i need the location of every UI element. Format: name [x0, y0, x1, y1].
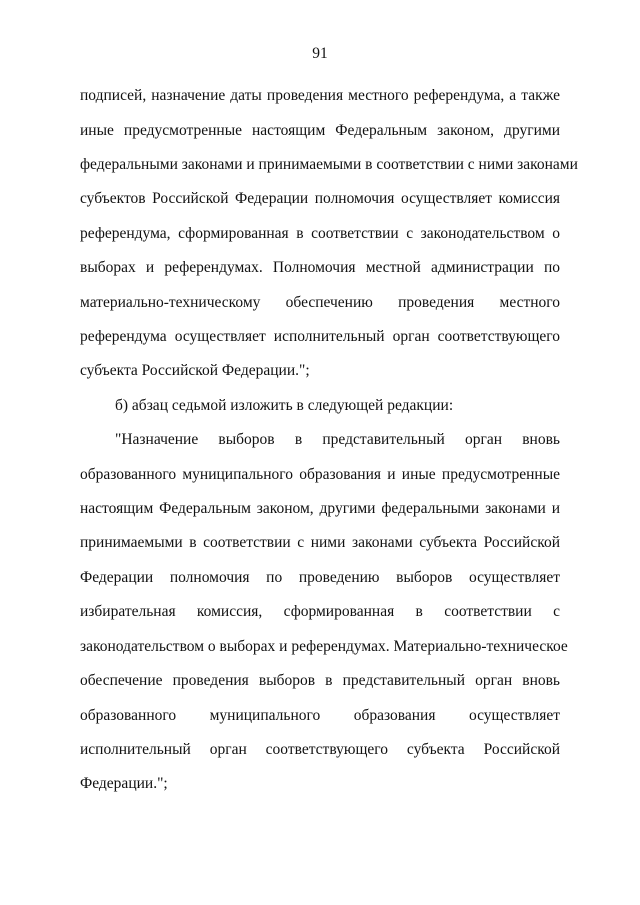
text-line: законодательством о выборах и референдумах. Материально-техническое — [80, 638, 568, 655]
text-line: подписей, назначение даты проведения местного референдума, а также — [80, 87, 560, 104]
text-line: иные предусмотренные настоящим Федеральным законом, другими — [80, 122, 560, 139]
text-line: обеспечение проведения выборов в представительный орган вновь — [80, 672, 560, 689]
text-line: "Назначение выборов в представительный орган вновь — [115, 431, 560, 448]
text-line: выборах и референдумах. Полномочия местной администрации по — [80, 259, 560, 276]
text-line: референдума осуществляет исполнительный орган соответствующего — [80, 328, 560, 345]
page-number: 91 — [312, 45, 328, 62]
text-line: б) абзац седьмой изложить в следующей редакции: — [115, 397, 454, 414]
text-line: субъектов Российской Федерации полномочия осуществляет комиссия — [80, 190, 560, 207]
text-line: федеральными законами и принимаемыми в соответствии с ними законами — [80, 156, 578, 173]
text-line: исполнительный орган соответствующего субъекта Российской — [80, 741, 560, 758]
text-line: избирательная комиссия, сформированная в соответствии с — [80, 603, 560, 620]
text-line: Федерации."; — [80, 775, 168, 792]
text-line: принимаемыми в соответствии с ними законами субъекта Российской — [80, 534, 560, 551]
text-line: настоящим Федеральным законом, другими федеральными законами и — [80, 500, 560, 517]
text-line: Федерации полномочия по проведению выборов осуществляет — [80, 569, 560, 586]
text-line: образованного муниципального образования осуществляет — [80, 707, 560, 724]
text-line: референдума, сформированная в соответствии с законодательством о — [80, 225, 560, 242]
text-line: образованного муниципального образования и иные предусмотренные — [80, 466, 560, 483]
text-line: субъекта Российской Федерации."; — [80, 362, 310, 379]
text-line: материально-техническому обеспечению проведения местного — [80, 294, 560, 311]
